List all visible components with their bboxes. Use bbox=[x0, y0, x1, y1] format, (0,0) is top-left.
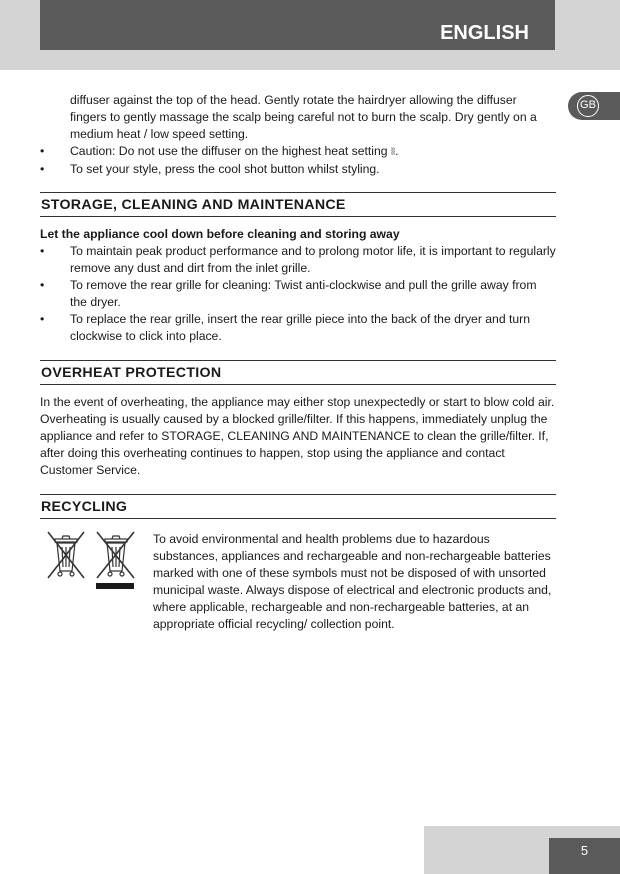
crossed-bin-icon bbox=[44, 529, 140, 599]
recycling-body: To avoid environmental and health problems due to hazardous substances, appliances and rechargeable and non-rechargeable batteries marked with one of these symbols must not be disposed of with unsorted municipal waste. Always dispose of electrical and electronic products and, where applicable, rechargeable and non-rechargeable batteries, at an appropriate official recycling/ collection point. bbox=[153, 532, 552, 631]
page-number: 5 bbox=[580, 843, 589, 858]
bullet-item bbox=[40, 277, 556, 311]
bullet-text: To set your style, press the cool shot button whilst styling. bbox=[70, 162, 380, 176]
bullet-item bbox=[40, 143, 556, 161]
bullet-text: Caution: Do not use the diffuser on the highest heat setting bbox=[70, 144, 388, 158]
section-title-storage: STORAGE, CLEANING AND MAINTENANCE bbox=[40, 192, 556, 217]
recycling-icons bbox=[44, 529, 140, 599]
bullet-text: To replace the rear grille, insert the rear grille piece into the back of the dryer and turn clockwise to click into place. bbox=[70, 312, 530, 343]
bullet-text-end: . bbox=[395, 144, 399, 158]
bullet-dot: • bbox=[40, 162, 45, 176]
language-label: ENGLISH bbox=[440, 22, 529, 44]
bullet-item bbox=[40, 161, 556, 178]
bullet-dot: • bbox=[40, 278, 45, 292]
storage-subheading: Let the appliance cool down before cleaning and storing away bbox=[40, 227, 400, 241]
section-title-recycling: RECYCLING bbox=[40, 494, 556, 519]
overheat-body: In the event of overheating, the appliance may either stop unexpectedly or start to blow cold air. Overheating is usually caused by a blocked grille/filter. If this happens, immediately unplug the appliance and refer to STORAGE, CLEANING AND MAINTENANCE to clean the grille/filter. If, after doing this overheating continues to happen, stop using the appliance and contact Customer Service. bbox=[40, 395, 555, 477]
bullet-item bbox=[40, 311, 556, 345]
country-tab bbox=[568, 92, 620, 120]
bullet-text: To remove the rear grille for cleaning: Twist anti-clockwise and pull the grille away from the dryer. bbox=[70, 278, 537, 309]
intro-continuation: diffuser against the top of the head. Gently rotate the hairdryer allowing the diffuser fingers to gently massage the scalp being careful not to burn the scalp. Dry gently on a medium heat / low speed setting. bbox=[70, 93, 537, 141]
page-content bbox=[40, 92, 556, 649]
country-badge: GB bbox=[577, 95, 599, 117]
language-header bbox=[40, 0, 555, 50]
bullet-item bbox=[40, 243, 556, 277]
bullet-dot: • bbox=[40, 144, 45, 158]
bullet-dot: • bbox=[40, 312, 45, 326]
bullet-dot: • bbox=[40, 244, 45, 258]
heat-setting-icon: ⦚⦚ bbox=[390, 147, 396, 158]
section-title-overheat: OVERHEAT PROTECTION bbox=[40, 360, 556, 385]
bullet-text: To maintain peak product performance and to prolong motor life, it is important to regularly remove any dust and dirt from the inlet grille. bbox=[70, 244, 556, 275]
page-number-box bbox=[549, 838, 620, 874]
recycling-block bbox=[40, 519, 556, 649]
